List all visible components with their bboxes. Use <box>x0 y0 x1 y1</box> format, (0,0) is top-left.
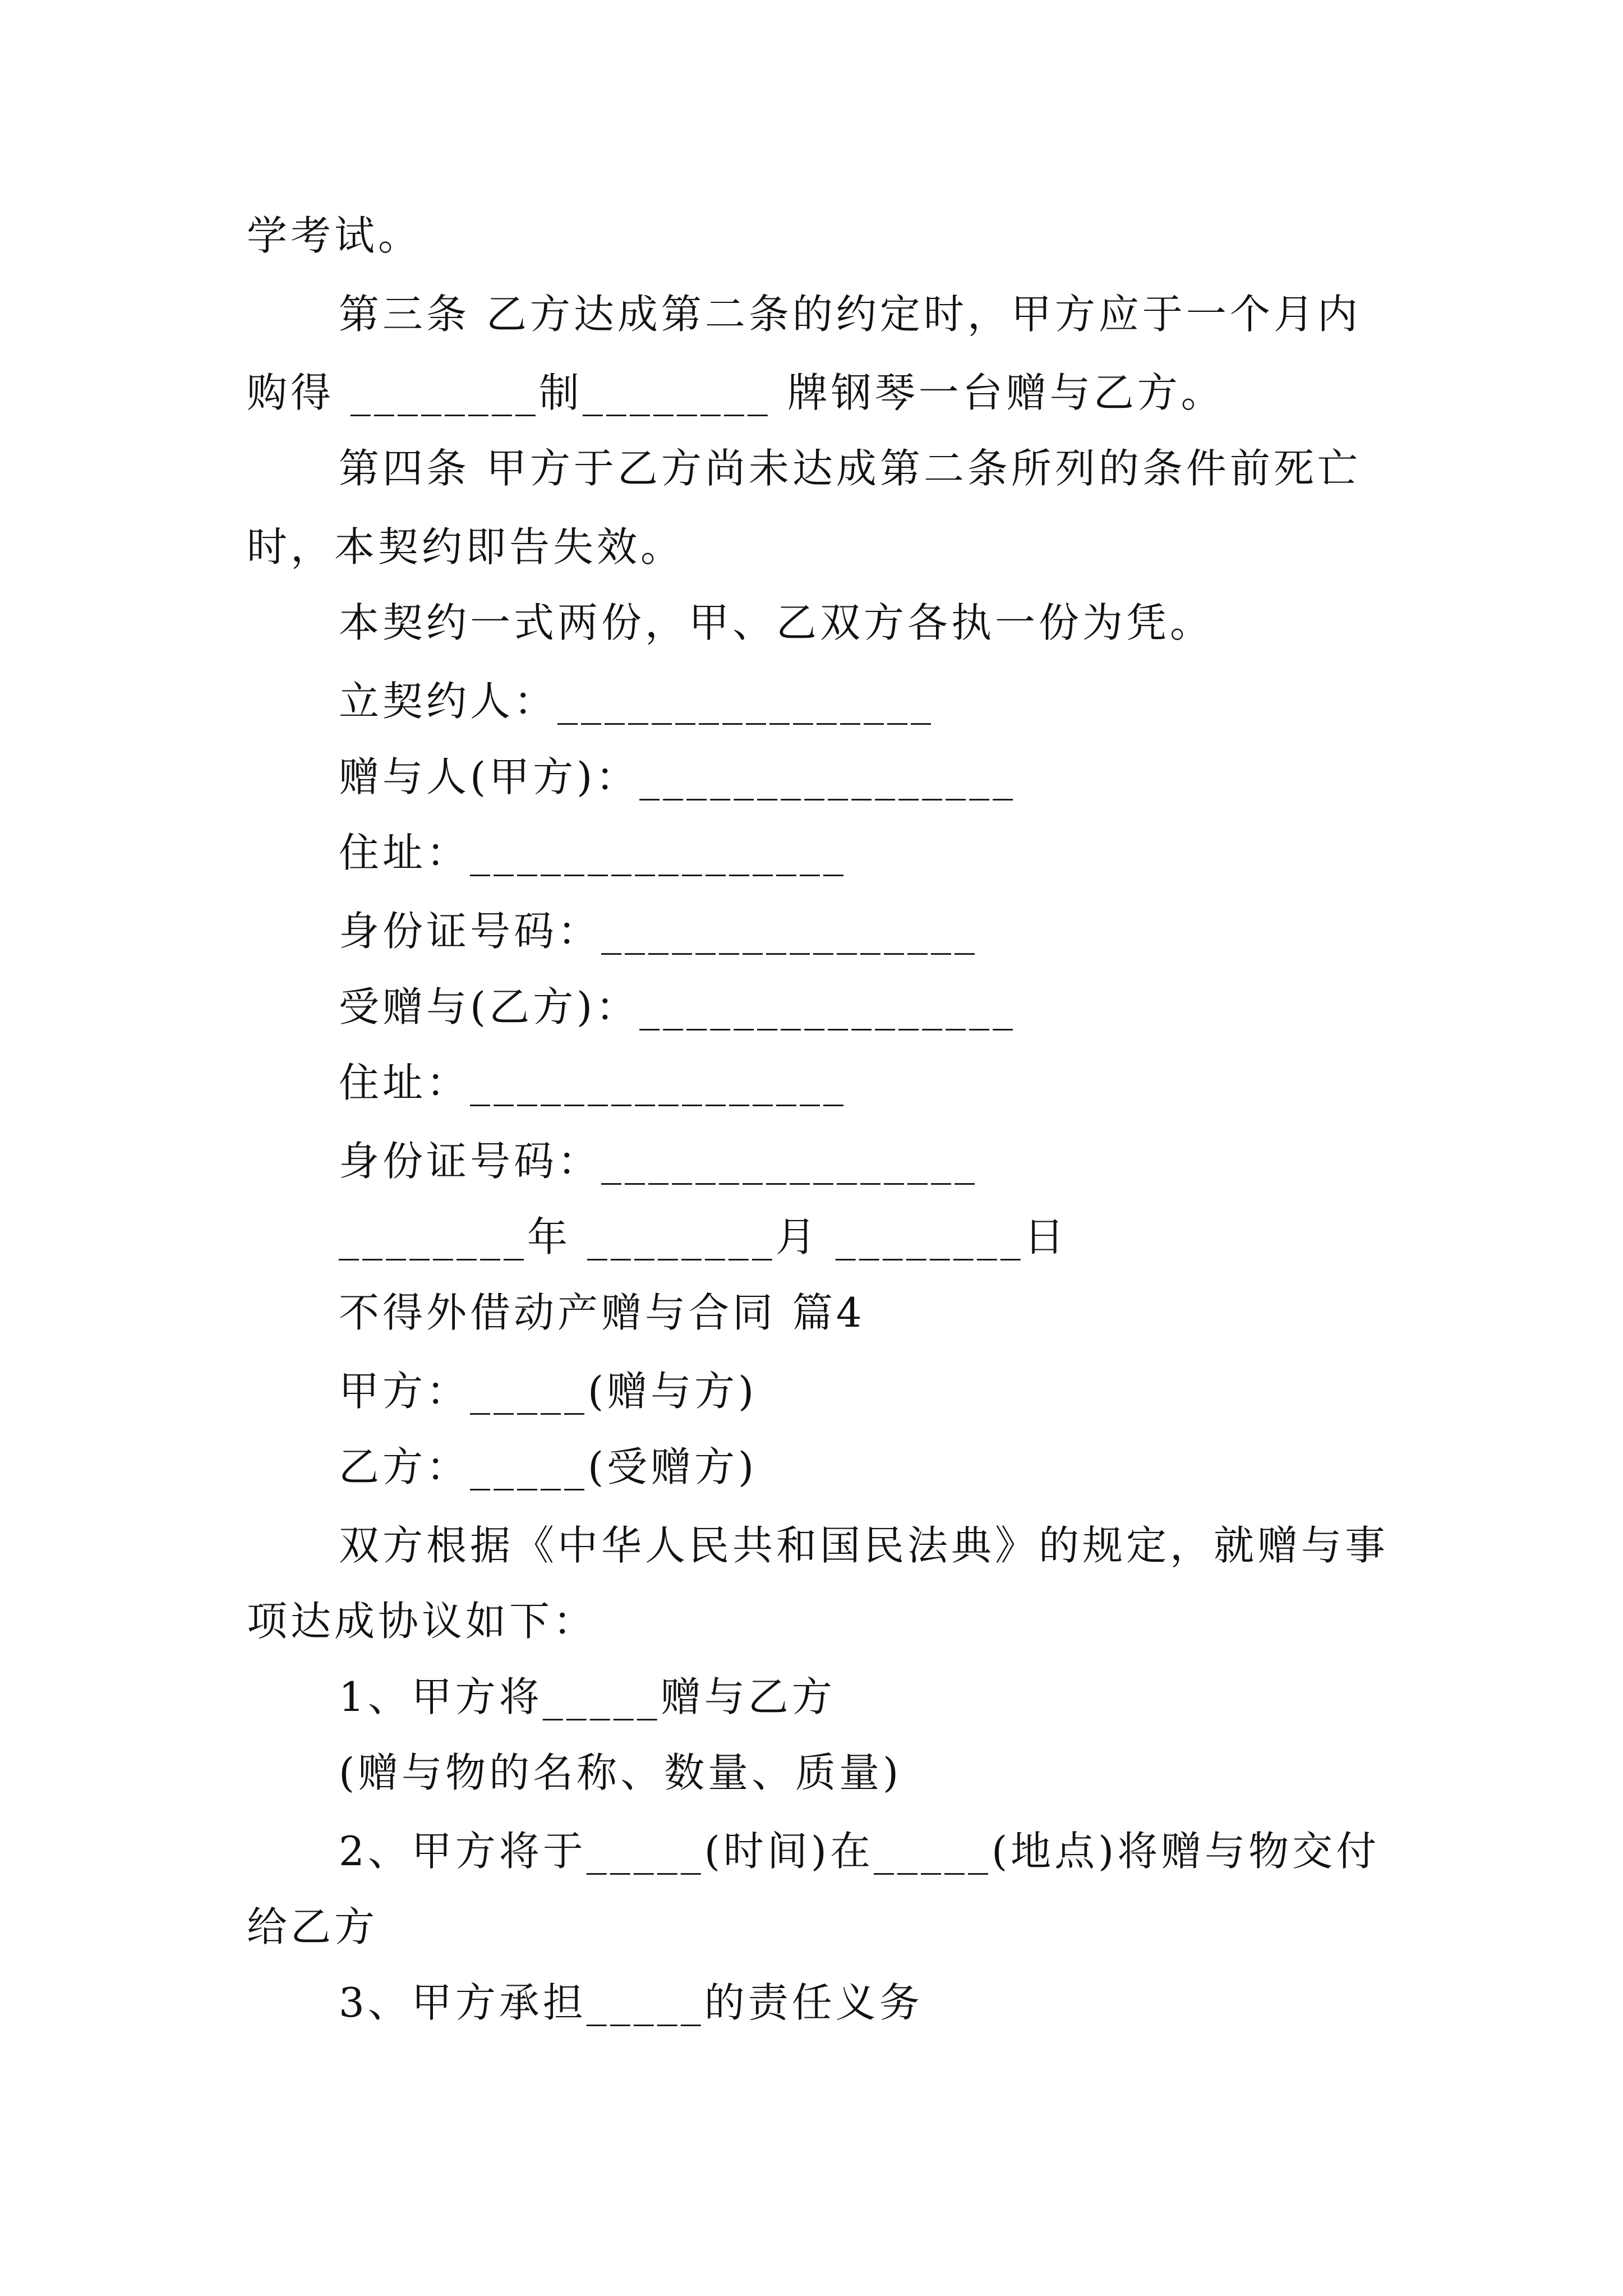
party-b-field: 乙方：_____(受赠方) <box>339 1443 758 1490</box>
text-line: (赠与物的名称、数量、质量) <box>339 1749 902 1796</box>
text-line: 本契约一式两份，甲、乙双方各执一份为凭。 <box>339 599 1214 646</box>
date-field: ________年 ________月 ________日 <box>339 1213 1068 1260</box>
donee-address-field: 住址：________________ <box>339 1059 847 1106</box>
article-3: 第三条 乙方达成第二条的约定时，甲方应于一个月内 <box>339 291 1361 338</box>
party-a-field: 甲方：_____(赠与方) <box>339 1368 758 1415</box>
donee-id-field: 身份证号码：________________ <box>339 1138 979 1185</box>
donor-address-field: 住址：________________ <box>339 829 847 876</box>
text-line: 学考试。 <box>247 212 422 259</box>
text-line: 双方根据《中华人民共和国民法典》的规定，就赠与事 <box>339 1522 1389 1569</box>
clause-1: 1、甲方将_____赠与乙方 <box>339 1673 836 1720</box>
text-line: 时，本契约即告失效。 <box>247 523 685 570</box>
donor-field: 赠与人(甲方)：________________ <box>339 753 1017 800</box>
text-line: 项达成协议如下： <box>247 1598 597 1645</box>
clause-3: 3、甲方承担_____的责任义务 <box>339 1979 923 2026</box>
donor-id-field: 身份证号码：________________ <box>339 908 979 955</box>
clause-2: 2、甲方将于_____(时间)在_____(地点)将赠与物交付 <box>339 1828 1380 1875</box>
donee-field: 受赠与(乙方)：________________ <box>339 983 1017 1030</box>
article-4: 第四条 甲方于乙方尚未达成第二条所列的条件前死亡 <box>339 445 1361 492</box>
text-line: 购得 ________制________ 牌钢琴一台赠与乙方。 <box>247 369 1225 416</box>
section-heading: 不得外借动产赠与合同 篇4 <box>339 1289 865 1336</box>
contractor-field: 立契约人：________________ <box>339 678 935 725</box>
text-line: 给乙方 <box>247 1903 379 1950</box>
